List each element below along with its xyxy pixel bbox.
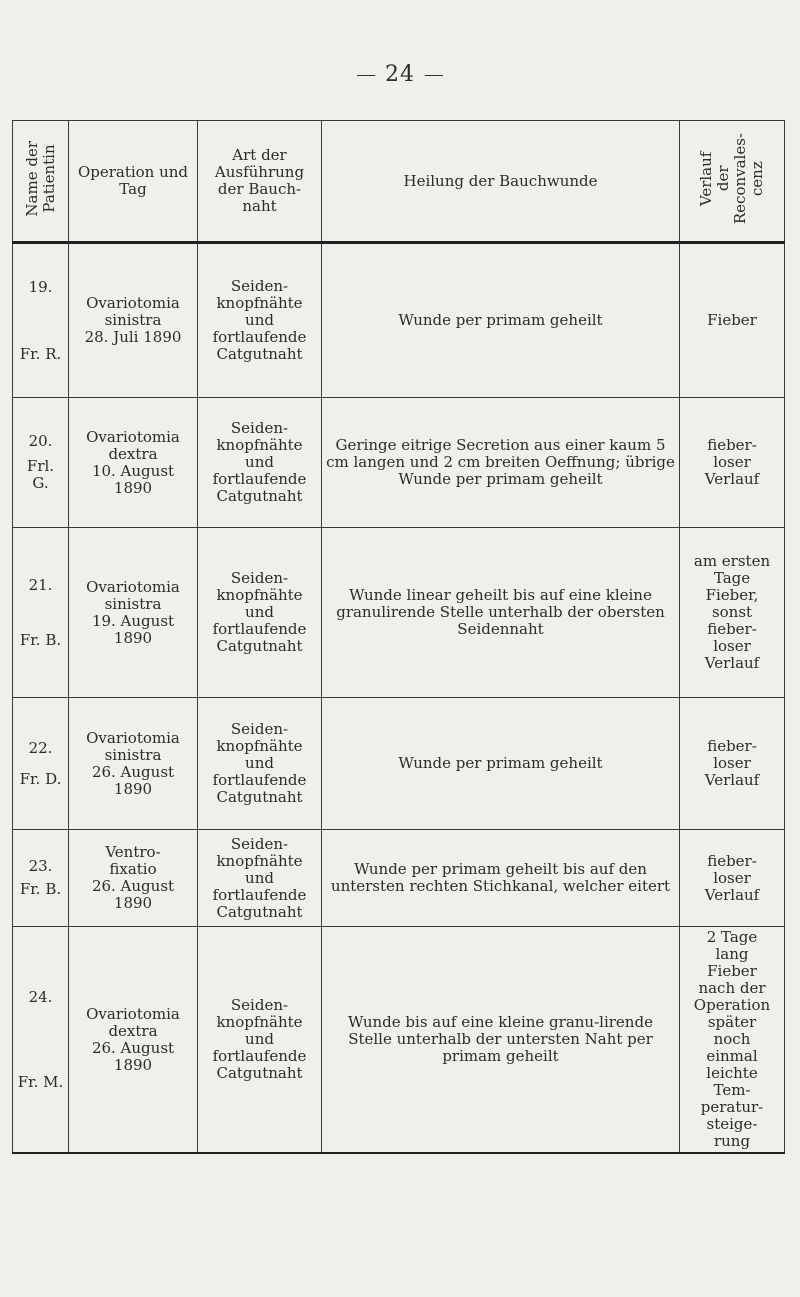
table-row xyxy=(13,528,785,698)
header-course xyxy=(680,121,785,243)
header-healing-label: Heilung der Bauchwunde xyxy=(403,171,598,190)
cell-name xyxy=(13,243,69,398)
cell-name xyxy=(13,528,69,698)
patient-initials: Fr. M. xyxy=(17,1072,64,1091)
case-number: 24. xyxy=(28,987,53,1006)
patient-initials: Frl. G. xyxy=(26,457,55,492)
suture-text: Seiden- knopfnähte und fortlaufende Catgutnaht xyxy=(212,720,307,806)
healing-text: Wunde bis auf eine kleine granu-lirende Stelle unterhalb der untersten Naht per primam geheilt xyxy=(348,1013,653,1065)
header-name xyxy=(13,121,69,243)
header-operation xyxy=(69,121,198,243)
healing-text: Wunde linear geheilt bis auf eine kleine granulirende Stelle unterhalb der obersten Seidennaht xyxy=(336,586,665,638)
operation-text: Ovariotomia sinistra 19. August 1890 xyxy=(86,577,180,647)
table-row xyxy=(13,927,785,1154)
patient-register-table xyxy=(12,120,785,1154)
healing-text: Wunde per primam geheilt xyxy=(398,311,603,329)
header-name-label: Name der Patientin xyxy=(22,141,58,217)
cell-suture xyxy=(198,243,322,398)
cell-course xyxy=(680,927,785,1154)
header-suture-label: Art der Ausführung der Bauch- naht xyxy=(214,146,305,215)
healing-text: Wunde per primam geheilt bis auf den untersten rechten Stichkanal, welcher eitert xyxy=(330,860,671,895)
patient-initials: Fr. B. xyxy=(19,880,62,898)
cell-suture xyxy=(198,528,322,698)
patient-initials: Fr. D. xyxy=(19,769,62,788)
cell-healing xyxy=(322,927,680,1154)
operation-text: Ovariotomia dextra 26. August 1890 xyxy=(86,1004,180,1074)
page-number-dash-left xyxy=(357,75,375,76)
cell-name xyxy=(13,398,69,528)
case-number: 20. xyxy=(28,432,53,450)
header-row xyxy=(13,121,785,243)
table-row xyxy=(13,398,785,528)
cell-operation xyxy=(69,398,198,528)
suture-text: Seiden- knopfnähte und fortlaufende Catgutnaht xyxy=(212,277,307,363)
cell-healing xyxy=(322,528,680,698)
suture-text: Seiden- knopfnähte und fortlaufende Catgutnaht xyxy=(212,996,307,1082)
operation-text: Ovariotomia sinistra 28. Juli 1890 xyxy=(84,294,182,346)
case-number: 21. xyxy=(28,575,53,594)
operation-text: Ovariotomia dextra 10. August 1890 xyxy=(86,427,180,497)
table-row xyxy=(13,830,785,927)
cell-course xyxy=(680,243,785,398)
case-number: 23. xyxy=(28,857,53,875)
cell-course xyxy=(680,398,785,528)
header-operation-label: Operation und Tag xyxy=(77,163,189,198)
course-text: fieber- loser Verlauf xyxy=(704,436,760,488)
suture-text: Seiden- knopfnähte und fortlaufende Catgutnaht xyxy=(212,419,307,505)
cell-healing xyxy=(322,398,680,528)
table-row xyxy=(13,243,785,398)
header-course-label: Verlauf der Reconvales- cenz xyxy=(697,133,766,225)
cell-name xyxy=(13,830,69,927)
cell-operation xyxy=(69,528,198,698)
patient-initials: Fr. B. xyxy=(19,630,62,649)
course-text: Fieber xyxy=(707,311,757,329)
operation-text: Ovariotomia sinistra 26. August 1890 xyxy=(86,728,180,798)
course-text: am ersten Tage Fieber, sonst fieber- loser Verlauf xyxy=(693,552,771,672)
cell-operation xyxy=(69,927,198,1154)
table-row xyxy=(13,698,785,830)
cell-operation xyxy=(69,243,198,398)
cell-operation xyxy=(69,698,198,830)
patient-initials: Fr. R. xyxy=(19,344,62,363)
course-text: fieber- loser Verlauf xyxy=(704,851,760,904)
cell-course xyxy=(680,830,785,927)
operation-text: Ventro- fixatio 26. August 1890 xyxy=(91,843,175,912)
cell-healing xyxy=(322,830,680,927)
cell-suture xyxy=(198,398,322,528)
header-suture xyxy=(198,121,322,243)
course-text: 2 Tage lang Fieber nach der Operation später noch einmal leichte Tem- peratur- steige- rung xyxy=(693,928,771,1150)
cell-name xyxy=(13,698,69,830)
healing-text: Wunde per primam geheilt xyxy=(398,754,603,772)
page-number-dash-right xyxy=(425,75,443,76)
cell-suture xyxy=(198,698,322,830)
cell-operation xyxy=(69,830,198,927)
cell-course xyxy=(680,698,785,830)
healing-text: Geringe eitrige Secretion aus einer kaum 5 cm langen und 2 cm breiten Oeffnung; übrige Wunde per primam geheilt xyxy=(326,436,675,488)
cell-suture xyxy=(198,830,322,927)
page-number xyxy=(0,62,800,87)
cell-healing xyxy=(322,698,680,830)
cell-suture xyxy=(198,927,322,1154)
cell-name xyxy=(13,927,69,1154)
suture-text: Seiden- knopfnähte und fortlaufende Catgutnaht xyxy=(212,834,307,921)
cell-healing xyxy=(322,243,680,398)
page-number-value: 24 xyxy=(385,62,415,87)
course-text: fieber- loser Verlauf xyxy=(704,737,760,789)
header-healing xyxy=(322,121,680,243)
case-number: 19. xyxy=(28,277,53,296)
suture-text: Seiden- knopfnähte und fortlaufende Catgutnaht xyxy=(212,569,307,655)
case-number: 22. xyxy=(28,738,53,757)
cell-course xyxy=(680,528,785,698)
